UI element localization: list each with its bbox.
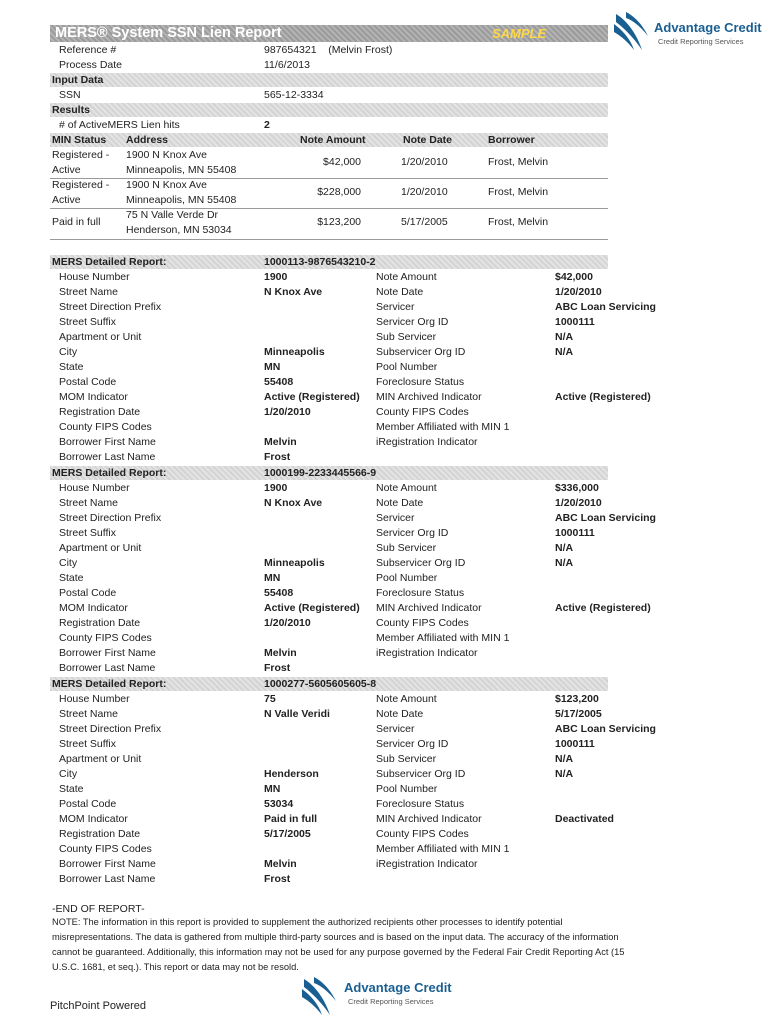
detail-label-note-amount: Note Amount (376, 693, 437, 705)
process-date-label: Process Date (59, 59, 123, 71)
detail-label-house-number: House Number (59, 693, 130, 705)
col-note-amount: Note Amount (300, 134, 366, 146)
swoosh-logo-icon (612, 10, 652, 52)
detail-label-note-date: Note Date (376, 708, 424, 720)
result-row-address-1: 1900 N Knox Ave (126, 179, 207, 191)
detail-label-city: City (59, 557, 78, 569)
disclaimer-line: NOTE: The information in this report is provided to supplement the authorized recipients other processes to identify potential (52, 917, 563, 927)
result-row-address-2: Minneapolis, MN 55408 (126, 194, 237, 206)
detail-value-borrower-first: Melvin (264, 647, 297, 659)
detail-label-subservicer-org-id: Subservicer Org ID (376, 557, 466, 569)
disclaimer-line: misrepresentations. The data is gathered from multiple third-party sources and is based on the input data. The accuracy of the information (52, 932, 619, 942)
detail-label-county-fips-2: County FIPS Codes (376, 617, 469, 629)
result-row-address-2: Minneapolis, MN 55408 (126, 164, 237, 176)
logo-tagline: Credit Reporting Services (348, 997, 434, 1006)
detail-value-postal-code: 55408 (264, 587, 294, 599)
detail-label-servicer: Servicer (376, 723, 415, 735)
detail-label-street-name: Street Name (59, 286, 118, 298)
detail-value-house-number: 75 (264, 693, 276, 705)
detail-label-house-number: House Number (59, 482, 130, 494)
input-data-heading: Input Data (52, 74, 104, 86)
detail-label-servicer: Servicer (376, 301, 415, 313)
detail-label-pool-number: Pool Number (376, 361, 438, 373)
detail-value-postal-code: 53034 (264, 798, 294, 810)
detail-value-min-archived: Active (Registered) (555, 391, 651, 403)
detail-label-county-fips: County FIPS Codes (59, 421, 152, 433)
detail-label-pool-number: Pool Number (376, 572, 438, 584)
detail-value-state: MN (264, 783, 281, 795)
detail-label-apartment: Apartment or Unit (59, 331, 142, 343)
detail-value-note-amount: $42,000 (555, 271, 593, 283)
input-data-bar (50, 73, 608, 87)
detail-label-servicer-org-id: Servicer Org ID (376, 316, 449, 328)
ssn-label: SSN (59, 89, 81, 101)
detail-value-street-name: N Knox Ave (264, 497, 323, 509)
detail-label-street-suffix: Street Suffix (59, 738, 117, 750)
detail-min: 1000277-5605605605-8 (264, 678, 377, 690)
col-min-status: MIN Status (52, 134, 107, 146)
ssn-value: 565-12-3334 (264, 89, 324, 101)
detail-value-street-name: N Valle Veridi (264, 708, 330, 720)
disclaimer-line: cannot be guaranteed. Additionally, this information may not be used for any purpose governed by the Federal Fair Credit Reporting Act (15 (52, 947, 625, 957)
powered-by: PitchPoint Powered (50, 1000, 146, 1012)
hits-label: # of ActiveMERS Lien hits (59, 119, 180, 131)
detail-value-sub-servicer: N/A (555, 331, 574, 343)
detail-label-note-amount: Note Amount (376, 482, 437, 494)
disclaimer-line: U.S.C. 1681, et seq.). This report or data may not be resold. (52, 962, 299, 972)
detail-label-county-fips: County FIPS Codes (59, 632, 152, 644)
detail-label-postal-code: Postal Code (59, 587, 117, 599)
detail-label-sub-servicer: Sub Servicer (376, 542, 437, 554)
detail-label-borrower-last: Borrower Last Name (59, 451, 156, 463)
result-row-date: 1/20/2010 (401, 156, 448, 168)
detail-label-borrower-first: Borrower First Name (59, 436, 156, 448)
detail-value-subservicer-org-id: N/A (555, 346, 574, 358)
detail-value-city: Henderson (264, 768, 319, 780)
detail-label-county-fips-2: County FIPS Codes (376, 406, 469, 418)
detail-label-subservicer-org-id: Subservicer Org ID (376, 346, 466, 358)
result-row-amount: $42,000 (323, 156, 361, 168)
detail-value-note-amount: $123,200 (555, 693, 599, 705)
detail-value-borrower-first: Melvin (264, 858, 297, 870)
detail-value-note-date: 1/20/2010 (555, 497, 602, 509)
detail-value-min-archived: Deactivated (555, 813, 614, 825)
reference-label: Reference # (59, 44, 117, 56)
detail-label-mom-indicator: MOM Indicator (59, 391, 128, 403)
result-row-borrower: Frost, Melvin (488, 186, 549, 198)
detail-label-note-amount: Note Amount (376, 271, 437, 283)
detail-label-state: State (59, 783, 84, 795)
detail-label-mom-indicator: MOM Indicator (59, 813, 128, 825)
detail-value-servicer: ABC Loan Servicing (555, 512, 656, 524)
col-note-date: Note Date (403, 134, 453, 146)
detail-value-borrower-last: Frost (264, 873, 291, 885)
detail-label-street-suffix: Street Suffix (59, 316, 117, 328)
detail-label-mom-indicator: MOM Indicator (59, 602, 128, 614)
detail-label-street-direction-prefix: Street Direction Prefix (59, 512, 162, 524)
result-row-status-2: Active (52, 194, 81, 206)
detail-value-postal-code: 55408 (264, 376, 294, 388)
detail-label-apartment: Apartment or Unit (59, 542, 142, 554)
detail-value-registration-date: 5/17/2005 (264, 828, 311, 840)
detail-value-servicer: ABC Loan Servicing (555, 723, 656, 735)
detail-label-state: State (59, 361, 84, 373)
detail-min: 1000113-9876543210-2 (264, 256, 376, 268)
detail-value-mom-indicator: Paid in full (264, 813, 318, 825)
detail-label-iregistration: iRegistration Indicator (376, 858, 478, 870)
detail-label-servicer: Servicer (376, 512, 415, 524)
logo-name: Advantage Credit (654, 20, 762, 35)
detail-label-borrower-last: Borrower Last Name (59, 873, 156, 885)
detail-value-registration-date: 1/20/2010 (264, 406, 311, 418)
sample-watermark: SAMPLE (492, 26, 547, 41)
detail-label-servicer-org-id: Servicer Org ID (376, 527, 449, 539)
detail-min: 1000199-2233445566-9 (264, 467, 377, 479)
detail-label-registration-date: Registration Date (59, 828, 141, 840)
detail-value-borrower-first: Melvin (264, 436, 297, 448)
detail-value-min-archived: Active (Registered) (555, 602, 651, 614)
detail-label-servicer-org-id: Servicer Org ID (376, 738, 449, 750)
detail-label-min-archived: MIN Archived Indicator (376, 391, 482, 403)
result-row-status-2: Active (52, 164, 81, 176)
detail-label-registration-date: Registration Date (59, 617, 141, 629)
detail-label-city: City (59, 768, 78, 780)
detail-value-state: MN (264, 572, 281, 584)
detail-value-servicer-org-id: 1000111 (555, 316, 595, 328)
col-address: Address (126, 134, 169, 146)
detail-label-sub-servicer: Sub Servicer (376, 331, 437, 343)
detail-value-registration-date: 1/20/2010 (264, 617, 311, 629)
detail-value-note-date: 5/17/2005 (555, 708, 602, 720)
detail-label-postal-code: Postal Code (59, 376, 117, 388)
result-row-status: Registered - (52, 149, 110, 161)
detail-label-city: City (59, 346, 78, 358)
process-date-value: 11/6/2013 (264, 59, 310, 71)
result-row-date: 5/17/2005 (401, 216, 448, 228)
detail-label-postal-code: Postal Code (59, 798, 117, 810)
detail-value-street-name: N Knox Ave (264, 286, 323, 298)
result-row-date: 1/20/2010 (401, 186, 448, 198)
detail-label-sub-servicer: Sub Servicer (376, 753, 437, 765)
col-borrower: Borrower (488, 134, 535, 146)
detail-heading: MERS Detailed Report: (52, 678, 167, 690)
detail-label-street-direction-prefix: Street Direction Prefix (59, 301, 162, 313)
detail-value-note-amount: $336,000 (555, 482, 599, 494)
result-row-borrower: Frost, Melvin (488, 156, 549, 168)
result-row-address-2: Henderson, MN 53034 (126, 224, 232, 236)
detail-label-subservicer-org-id: Subservicer Org ID (376, 768, 466, 780)
detail-value-sub-servicer: N/A (555, 542, 574, 554)
detail-value-subservicer-org-id: N/A (555, 557, 574, 569)
detail-label-foreclosure-status: Foreclosure Status (376, 798, 465, 810)
reference-value: 987654321 (Melvin Frost) (264, 44, 393, 56)
detail-label-note-date: Note Date (376, 286, 424, 298)
detail-heading: MERS Detailed Report: (52, 467, 167, 479)
results-bar (50, 103, 608, 117)
result-row-amount: $123,200 (317, 216, 361, 228)
hits-value: 2 (264, 119, 270, 131)
detail-value-borrower-last: Frost (264, 662, 291, 674)
detail-label-street-name: Street Name (59, 708, 118, 720)
results-heading: Results (52, 104, 90, 116)
detail-label-apartment: Apartment or Unit (59, 753, 142, 765)
result-row-amount: $228,000 (317, 186, 361, 198)
detail-value-servicer: ABC Loan Servicing (555, 301, 656, 313)
result-row-address-1: 1900 N Knox Ave (126, 149, 207, 161)
detail-label-county-fips-2: County FIPS Codes (376, 828, 469, 840)
result-row-status: Registered - (52, 179, 110, 191)
detail-value-mom-indicator: Active (Registered) (264, 391, 360, 403)
detail-label-borrower-last: Borrower Last Name (59, 662, 156, 674)
detail-label-member-affiliated: Member Affiliated with MIN 1 (376, 421, 510, 433)
detail-value-house-number: 1900 (264, 271, 288, 283)
detail-value-city: Minneapolis (264, 557, 325, 569)
detail-value-borrower-last: Frost (264, 451, 291, 463)
detail-label-house-number: House Number (59, 271, 130, 283)
detail-label-registration-date: Registration Date (59, 406, 141, 418)
detail-label-pool-number: Pool Number (376, 783, 438, 795)
detail-value-state: MN (264, 361, 281, 373)
detail-value-sub-servicer: N/A (555, 753, 574, 765)
detail-label-foreclosure-status: Foreclosure Status (376, 376, 465, 388)
detail-label-note-date: Note Date (376, 497, 424, 509)
detail-label-iregistration: iRegistration Indicator (376, 647, 478, 659)
report-title: MERS® System SSN Lien Report (55, 25, 282, 41)
detail-value-servicer-org-id: 1000111 (555, 527, 595, 539)
logo-name: Advantage Credit (344, 980, 452, 995)
detail-label-street-suffix: Street Suffix (59, 527, 117, 539)
detail-heading: MERS Detailed Report: (52, 256, 167, 268)
swoosh-logo-icon (300, 975, 340, 1017)
detail-value-city: Minneapolis (264, 346, 325, 358)
detail-value-house-number: 1900 (264, 482, 288, 494)
detail-label-borrower-first: Borrower First Name (59, 858, 156, 870)
detail-label-member-affiliated: Member Affiliated with MIN 1 (376, 632, 510, 644)
logo-tagline: Credit Reporting Services (658, 37, 744, 46)
row-divider (50, 239, 608, 240)
detail-value-servicer-org-id: 1000111 (555, 738, 595, 750)
end-of-report: -END OF REPORT- (52, 903, 145, 915)
detail-value-note-date: 1/20/2010 (555, 286, 602, 298)
detail-label-street-direction-prefix: Street Direction Prefix (59, 723, 162, 735)
detail-label-min-archived: MIN Archived Indicator (376, 602, 482, 614)
detail-label-street-name: Street Name (59, 497, 118, 509)
result-row-status: Paid in full (52, 216, 101, 228)
detail-label-borrower-first: Borrower First Name (59, 647, 156, 659)
detail-label-county-fips: County FIPS Codes (59, 843, 152, 855)
detail-label-foreclosure-status: Foreclosure Status (376, 587, 465, 599)
detail-label-min-archived: MIN Archived Indicator (376, 813, 482, 825)
result-row-address-1: 75 N Valle Verde Dr (126, 209, 219, 221)
detail-value-subservicer-org-id: N/A (555, 768, 574, 780)
detail-label-state: State (59, 572, 84, 584)
result-row-borrower: Frost, Melvin (488, 216, 549, 228)
detail-label-iregistration: iRegistration Indicator (376, 436, 478, 448)
detail-label-member-affiliated: Member Affiliated with MIN 1 (376, 843, 510, 855)
detail-value-mom-indicator: Active (Registered) (264, 602, 360, 614)
